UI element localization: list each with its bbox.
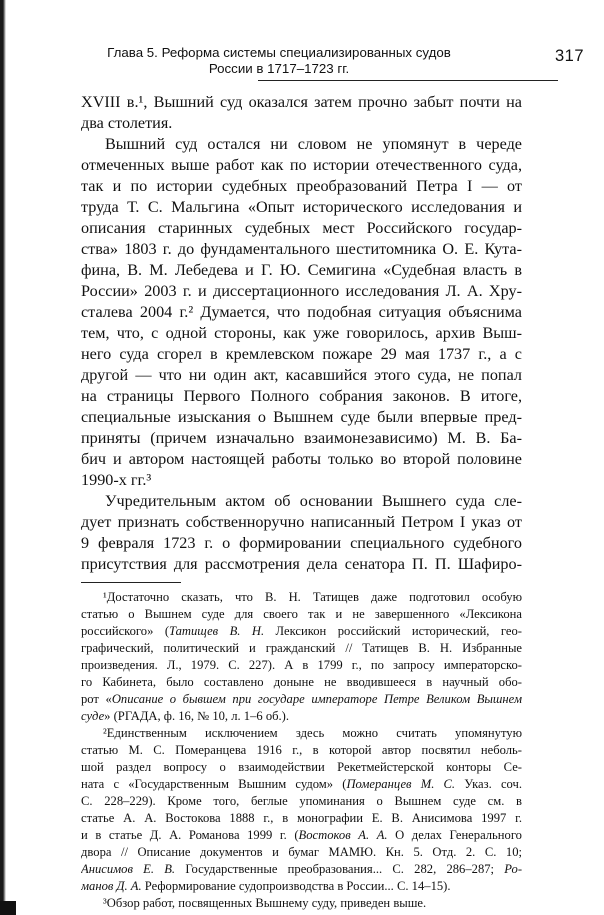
body-line: России» 2003 г. и диссертационного исследования Л. А. Хру- — [81, 282, 522, 300]
footnote-text: статье А. А. Востокова 1888 г., в монографии Е. В. Анисимова 1997 г. — [81, 811, 522, 825]
footnote-italic-text: Анисимов Е. В. — [81, 862, 176, 876]
body-line: 1990-х гг.³ — [81, 471, 152, 489]
body-text — [81, 92, 522, 575]
footnote-line — [81, 674, 522, 691]
body-line: XVIII в.¹, Вышний суд оказался затем прочно забыт почти на — [81, 93, 522, 111]
footnote-line — [81, 691, 522, 708]
body-line: дует признать собственноручно написанный Петром I указ от — [81, 513, 522, 531]
footnote-italic-text: суде — [81, 709, 105, 723]
footnote-text: статью М. С. Померанцева 1916 г., в которой автор посвятил неболь- — [81, 743, 522, 757]
body-line: труда Т. С. Мальгина «Опыт исторического исследования и — [81, 198, 522, 216]
footnote-line — [81, 844, 522, 861]
chapter-title-line-2: России в 1717–1723 гг. — [208, 61, 350, 76]
body-line: 9 февраля 1723 г. о формировании специального судебного — [81, 534, 522, 552]
footnote-line — [81, 827, 522, 844]
body-line: отмеченных выше работ как по истории отечественного суда, — [81, 156, 522, 174]
footnote-italic-text: Ро- — [504, 862, 522, 876]
header-rule — [258, 80, 558, 81]
footnote-text: ната с «Государственным Вышним судом» ( — [81, 777, 347, 791]
footnote-line — [81, 878, 522, 895]
body-line: другой — что ни один акт, касавшийся этого суда, не попал — [81, 366, 522, 384]
footnotes — [81, 589, 522, 912]
footnote-text: » (РГАДА, ф. 16, № 10, л. 1–6 об.). — [104, 709, 290, 723]
footnote-text: произведения. Л., 1979. С. 227). А в 1799 г., по запросу императорско- — [81, 658, 522, 672]
body-line: Вышний суд остался ни словом не упомянут в череде — [105, 135, 522, 153]
body-line: ства» 1803 г. до фундаментального шеститомника О. Е. Кута- — [81, 240, 522, 258]
footnote-text: Реформирование судопроизводства в России... С. 14–15). — [141, 879, 451, 893]
footnote-text: ¹Достаточно сказать, что В. Н. Татищев даже подготовил особую — [103, 590, 522, 604]
scan-corner-shadow — [0, 901, 16, 915]
footnote-text: рот « — [81, 692, 112, 706]
body-line: приняты (причем изначально взаимонезависимо) М. В. Ба- — [81, 429, 522, 447]
footnote-text: ³Обзор работ, посвященных Вышнему суду, приведен выше. — [103, 896, 427, 910]
page-number: 317 — [554, 47, 584, 65]
footnote-line — [81, 776, 522, 793]
footnote-text: Указ. соч. — [455, 777, 522, 791]
footnote-italic-text: Востоков А. А. — [298, 828, 388, 842]
body-line: сталева 2004 г.² Думается, что подобная ситуация объяснима — [81, 303, 522, 321]
footnote-line — [81, 589, 522, 606]
footnote-line — [81, 606, 522, 623]
footnote-line — [81, 640, 522, 657]
chapter-title — [80, 45, 478, 77]
body-line: описания старинных судебных мест Российского государ- — [81, 219, 522, 237]
footnote-italic-text: манов Д. А. — [81, 879, 142, 893]
footnote-line — [81, 708, 522, 725]
footnote-line — [81, 742, 522, 759]
footnote-italic-text: Померанцев М. С. — [346, 777, 456, 791]
footnote-text: статью о Вышнем суде для своего так и не завершенного «Лексикона — [81, 607, 522, 621]
body-line: фина, В. М. Лебедева и Г. Ю. Семигина «Судебная власть в — [81, 261, 522, 279]
footnote-line — [81, 793, 522, 810]
chapter-title-line-1: Глава 5. Реформа системы специализированных судов — [107, 45, 451, 60]
footnote-text: российского» ( — [81, 624, 170, 638]
footnote-text: го Кабинета, было составлено доныне не вводившееся в научный обо- — [81, 675, 522, 689]
body-line: так и по истории судебных преобразований Петра I — от — [81, 177, 522, 195]
footnote-text: Государственные преобразования... С. 282, 286–287; — [175, 862, 505, 876]
footnote-line — [81, 810, 522, 827]
body-line: специальные изыскания о Вышнем суде были впервые пред- — [81, 408, 522, 426]
footnote-line — [81, 725, 522, 742]
body-line: на страницы Первого Полного собрания законов. В итоге, — [81, 387, 522, 405]
body-line: тем, что, с одной стороны, как уже говорилось, архив Выш- — [81, 324, 522, 342]
footnote-text: ²Единственным исключением здесь можно считать упомянутую — [103, 726, 522, 740]
footnote-line — [81, 861, 522, 878]
body-line: присутствия для рассмотрения дела сенатора П. П. Шафиро- — [81, 555, 522, 573]
footnote-text: шой раздел вопросу о взаимодействии Рекетмейстерской конторы Се- — [81, 760, 522, 774]
footnote-line — [81, 657, 522, 674]
footnote-text: О делах Генерального — [387, 828, 522, 842]
page-binding-edge — [0, 0, 6, 915]
footnote-text: двора // Описание документов и бумаг МАМЮ. Кн. 5. Отд. 2. С. 10; — [81, 845, 522, 859]
body-line: бич и автором настоящей работы только во второй половине — [81, 450, 522, 468]
footnote-line — [81, 623, 522, 640]
body-line: Учредительным актом об основании Вышнего суда сле- — [105, 492, 522, 510]
footnote-italic-text: Описание о бывшем при государе императоре Петре Великом Вышнем — [111, 692, 522, 706]
text-block — [81, 92, 522, 912]
footnote-text: Лексикон российский исторический, гео- — [264, 624, 522, 638]
footnote-text: графический, политический и гражданский // Татищев В. Н. Избранные — [81, 641, 522, 655]
body-line: два столетия. — [81, 114, 173, 132]
footnote-text: и в статье Д. А. Романова 1999 г. ( — [81, 828, 299, 842]
footnote-italic-text: Татищев В. Н. — [169, 624, 265, 638]
footnote-line — [81, 895, 522, 912]
footnote-text: С. 228–229). Кроме того, беглые упоминания о Вышнем суде см. в — [81, 794, 522, 808]
body-line: него суда сгорел в кремлевском пожаре 29 мая 1737 г., а с — [81, 345, 522, 363]
footnote-line — [81, 759, 522, 776]
footnote-separator — [81, 582, 181, 583]
